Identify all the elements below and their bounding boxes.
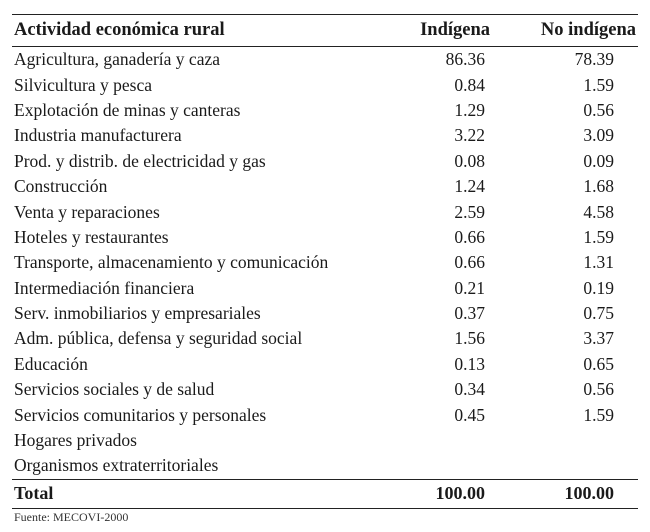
header-indigenous: Indígena <box>420 20 490 40</box>
row-indigenous-value: 0.45 <box>454 404 485 425</box>
row-activity-label: Venta y reparaciones <box>14 201 160 222</box>
row-non-indigenous-value: 1.59 <box>583 226 614 247</box>
table-body <box>12 47 638 480</box>
row-activity-label: Servicios sociales y de salud <box>14 379 215 400</box>
row-activity-label: Transporte, almacenamiento y comunicación <box>14 252 329 273</box>
row-indigenous-value <box>402 453 512 479</box>
table-row <box>12 98 638 123</box>
table-row <box>12 326 638 351</box>
table-row <box>12 250 638 275</box>
row-indigenous-value: 3.22 <box>454 125 485 146</box>
row-indigenous-value: 0.84 <box>454 74 485 95</box>
row-indigenous-value: 1.56 <box>454 328 485 349</box>
row-non-indigenous-value: 1.59 <box>583 404 614 425</box>
table-row <box>12 123 638 148</box>
row-indigenous-value: 1.29 <box>454 99 485 120</box>
row-indigenous-value: 0.66 <box>454 252 485 273</box>
row-indigenous-value: 0.21 <box>454 277 485 298</box>
row-activity-label: Serv. inmobiliarios y empresariales <box>14 303 261 324</box>
row-activity-label: Servicios comunitarios y personales <box>14 404 267 425</box>
row-indigenous-value: 0.34 <box>454 379 485 400</box>
table-row <box>12 149 638 174</box>
row-activity-label: Construcción <box>14 176 108 197</box>
row-indigenous-value: 0.66 <box>454 226 485 247</box>
row-non-indigenous-value <box>512 453 638 479</box>
row-indigenous-value: 0.37 <box>454 303 485 324</box>
table-header <box>12 15 638 47</box>
table-row <box>12 428 638 453</box>
total-non-indigenous: 100.00 <box>564 483 614 504</box>
activity-table-container <box>12 14 638 509</box>
table-row <box>12 276 638 301</box>
header-non-indigenous: No indígena <box>540 20 636 40</box>
table-row <box>12 301 638 326</box>
total-label: Total <box>14 483 54 504</box>
row-activity-label: Industria manufacturera <box>14 125 182 146</box>
total-row <box>12 479 638 508</box>
row-activity-label: Silvicultura y pesca <box>14 74 153 95</box>
row-indigenous-value <box>402 428 512 453</box>
row-indigenous-value: 86.36 <box>445 49 485 70</box>
row-non-indigenous-value <box>512 428 638 453</box>
row-non-indigenous-value: 0.56 <box>583 99 614 120</box>
row-non-indigenous-value: 3.37 <box>583 328 614 349</box>
table-row <box>12 225 638 250</box>
table-row <box>12 199 638 224</box>
table-footer <box>12 479 638 508</box>
row-activity-label: Adm. pública, defensa y seguridad social <box>14 328 303 349</box>
row-non-indigenous-value: 1.59 <box>583 74 614 95</box>
row-non-indigenous-value: 0.56 <box>583 379 614 400</box>
row-indigenous-value: 2.59 <box>454 201 485 222</box>
total-indigenous: 100.00 <box>435 483 485 504</box>
row-non-indigenous-value: 4.58 <box>583 201 614 222</box>
row-activity-label: Hoteles y restaurantes <box>14 226 169 247</box>
row-indigenous-value: 0.13 <box>454 353 485 374</box>
header-row <box>12 15 638 47</box>
row-non-indigenous-value: 1.68 <box>583 176 614 197</box>
table-row <box>12 377 638 402</box>
table-row <box>12 47 638 73</box>
row-activity-label: Intermediación financiera <box>14 277 195 298</box>
row-non-indigenous-value: 0.19 <box>583 277 614 298</box>
row-non-indigenous-value: 0.65 <box>583 353 614 374</box>
row-activity-label: Prod. y distrib. de electricidad y gas <box>14 150 266 171</box>
row-activity-label: Explotación de minas y canteras <box>14 99 241 120</box>
header-activity: Actividad económica rural <box>14 20 225 40</box>
table-row <box>12 453 638 479</box>
table-row <box>12 352 638 377</box>
row-activity-label: Organismos extraterritoriales <box>14 455 219 476</box>
table-row <box>12 174 638 199</box>
table-row <box>12 72 638 97</box>
row-activity-label: Agricultura, ganadería y caza <box>14 49 220 70</box>
row-activity-label: Educación <box>14 353 88 374</box>
row-non-indigenous-value: 3.09 <box>583 125 614 146</box>
table-row <box>12 402 638 427</box>
row-non-indigenous-value: 0.75 <box>583 303 614 324</box>
activity-table <box>12 14 638 509</box>
row-non-indigenous-value: 0.09 <box>583 150 614 171</box>
row-non-indigenous-value: 1.31 <box>583 252 614 273</box>
row-activity-label: Hogares privados <box>14 430 137 451</box>
source-note: Fuente: MECOVI-2000 <box>14 510 129 524</box>
row-indigenous-value: 1.24 <box>454 176 485 197</box>
row-non-indigenous-value: 78.39 <box>574 49 614 70</box>
row-indigenous-value: 0.08 <box>454 150 485 171</box>
